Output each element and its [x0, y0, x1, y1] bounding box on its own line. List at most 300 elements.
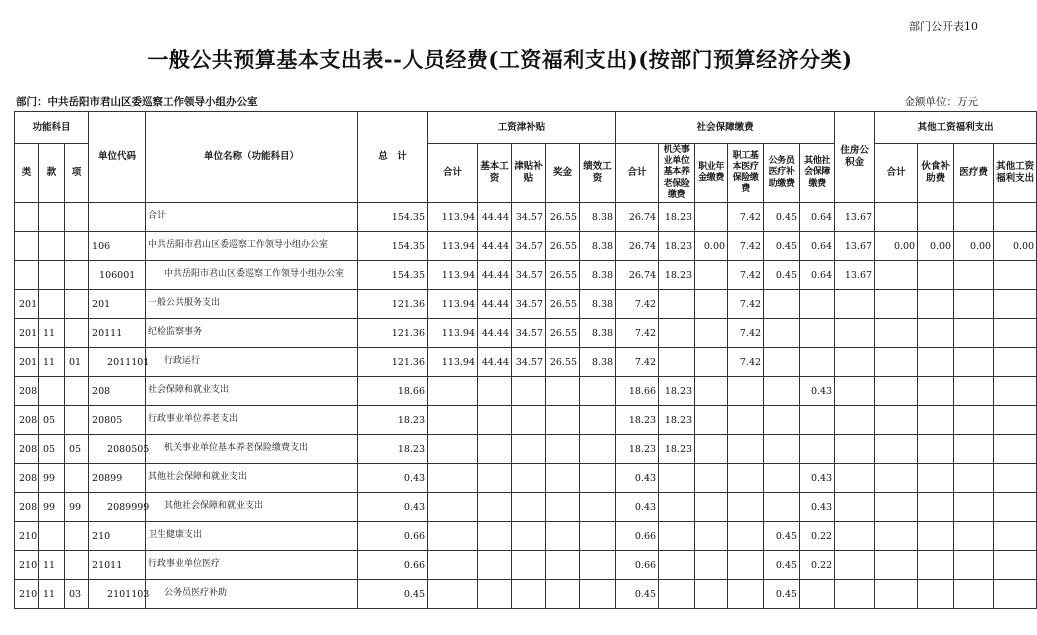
cell-medical-fee: [954, 377, 994, 406]
cell-housing: [835, 435, 875, 464]
cell-perf-wage: [580, 522, 616, 551]
cell-unit-code: 210: [89, 522, 146, 551]
header-xiang: 项: [65, 144, 89, 203]
cell-other-welfare: [994, 464, 1037, 493]
cell-housing: [835, 493, 875, 522]
cell-civil-medical: [764, 406, 800, 435]
cell-social-sum: 18.23: [616, 406, 659, 435]
cell-pension-ins: 18.23: [659, 435, 695, 464]
cell-civil-medical: 0.45: [764, 522, 800, 551]
table-row: [15, 377, 1037, 406]
cell-lei: 201: [15, 290, 39, 319]
cell-annuity: [695, 377, 728, 406]
cell-xiang: [65, 261, 89, 290]
cell-medical-fee: [954, 203, 994, 232]
cell-wage-sum: 113.94: [428, 290, 478, 319]
table-body: [15, 203, 1037, 609]
header-medical-fee: 医疗费: [954, 144, 994, 203]
cell-lei: 201: [15, 319, 39, 348]
cell-allowance: [512, 464, 546, 493]
cell-housing: [835, 377, 875, 406]
cell-total: 121.36: [358, 290, 428, 319]
cell-housing: [835, 319, 875, 348]
cell-basic-wage: 44.44: [478, 290, 512, 319]
cell-civil-medical: [764, 290, 800, 319]
header-medical-ins: 职工基本医疗保险缴费: [728, 144, 764, 203]
cell-wage-sum: [428, 580, 478, 609]
cell-other-sum: [875, 348, 918, 377]
cell-pension-ins: 18.23: [659, 377, 695, 406]
cell-xiang: [65, 203, 89, 232]
header-total: 总 计: [358, 112, 428, 203]
cell-kuan: 99: [39, 464, 65, 493]
cell-other-welfare: [994, 377, 1037, 406]
cell-allowance: [512, 377, 546, 406]
cell-basic-wage: [478, 580, 512, 609]
cell-other-sum: [875, 551, 918, 580]
cell-medical-ins: [728, 406, 764, 435]
cell-basic-wage: [478, 406, 512, 435]
cell-kuan: 05: [39, 435, 65, 464]
cell-lei: 210: [15, 522, 39, 551]
header-bonus: 奖金: [546, 144, 580, 203]
cell-unit-code: 2089999: [89, 493, 146, 522]
cell-pension-ins: [659, 348, 695, 377]
cell-kuan: 11: [39, 551, 65, 580]
header-other-group: 其他工资福利支出: [875, 112, 1037, 144]
cell-total: 0.45: [358, 580, 428, 609]
amount-unit-label: 金额单位：万元: [904, 96, 978, 108]
header-lei: 类: [15, 144, 39, 203]
cell-social-sum: 18.66: [616, 377, 659, 406]
cell-perf-wage: [580, 580, 616, 609]
table-row: [15, 522, 1037, 551]
cell-wage-sum: 113.94: [428, 319, 478, 348]
cell-pension-ins: 18.23: [659, 261, 695, 290]
cell-xiang: 05: [65, 435, 89, 464]
cell-medical-fee: [954, 319, 994, 348]
cell-meal: [918, 377, 954, 406]
header-wage-sum: 合计: [428, 144, 478, 203]
cell-unit-code: 21011: [89, 551, 146, 580]
cell-other-sum: [875, 464, 918, 493]
cell-unit-code: 20805: [89, 406, 146, 435]
cell-unit-code: 2080505: [89, 435, 146, 464]
meta-line: [16, 94, 978, 108]
cell-xiang: [65, 522, 89, 551]
cell-allowance: 34.57: [512, 290, 546, 319]
cell-total: 18.66: [358, 377, 428, 406]
table-row: [15, 319, 1037, 348]
header-annuity: 职业年金缴费: [695, 144, 728, 203]
cell-lei: 208: [15, 493, 39, 522]
cell-other-sum: [875, 261, 918, 290]
cell-pension-ins: 18.23: [659, 203, 695, 232]
cell-perf-wage: 8.38: [580, 290, 616, 319]
cell-perf-wage: [580, 406, 616, 435]
cell-unit-code: 20111: [89, 319, 146, 348]
cell-lei: [15, 203, 39, 232]
cell-other-sum: [875, 319, 918, 348]
cell-perf-wage: [580, 551, 616, 580]
cell-medical-ins: [728, 377, 764, 406]
cell-other-social: [800, 435, 835, 464]
cell-other-welfare: [994, 580, 1037, 609]
cell-kuan: [39, 232, 65, 261]
cell-annuity: [695, 551, 728, 580]
cell-basic-wage: 44.44: [478, 203, 512, 232]
cell-medical-fee: [954, 261, 994, 290]
cell-unit-name: 行政事业单位养老支出: [146, 406, 358, 435]
cell-civil-medical: 0.45: [764, 551, 800, 580]
cell-medical-ins: 7.42: [728, 348, 764, 377]
cell-medical-fee: [954, 406, 994, 435]
cell-pension-ins: [659, 319, 695, 348]
cell-other-welfare: [994, 319, 1037, 348]
cell-unit-code: 106: [89, 232, 146, 261]
cell-basic-wage: 44.44: [478, 232, 512, 261]
cell-kuan: [39, 290, 65, 319]
cell-unit-name: 公务员医疗补助: [146, 580, 358, 609]
cell-wage-sum: [428, 377, 478, 406]
cell-pension-ins: [659, 493, 695, 522]
cell-xiang: 99: [65, 493, 89, 522]
cell-medical-ins: [728, 580, 764, 609]
cell-annuity: [695, 261, 728, 290]
cell-wage-sum: [428, 551, 478, 580]
cell-meal: [918, 435, 954, 464]
cell-medical-ins: [728, 522, 764, 551]
cell-social-sum: 7.42: [616, 290, 659, 319]
cell-allowance: 34.57: [512, 261, 546, 290]
cell-lei: [15, 232, 39, 261]
cell-basic-wage: [478, 464, 512, 493]
cell-other-sum: [875, 493, 918, 522]
cell-lei: 208: [15, 435, 39, 464]
cell-perf-wage: [580, 464, 616, 493]
table-row: [15, 435, 1037, 464]
cell-medical-ins: 7.42: [728, 319, 764, 348]
cell-annuity: [695, 348, 728, 377]
cell-other-sum: 0.00: [875, 232, 918, 261]
cell-housing: [835, 522, 875, 551]
cell-other-welfare: [994, 551, 1037, 580]
table-header: [15, 112, 1037, 203]
cell-meal: [918, 261, 954, 290]
cell-other-social: [800, 406, 835, 435]
cell-unit-name: 其他社会保障和就业支出: [146, 464, 358, 493]
cell-meal: [918, 290, 954, 319]
cell-civil-medical: 0.45: [764, 261, 800, 290]
cell-meal: [918, 493, 954, 522]
cell-xiang: [65, 232, 89, 261]
cell-kuan: [39, 203, 65, 232]
cell-meal: 0.00: [918, 232, 954, 261]
cell-unit-code: 208: [89, 377, 146, 406]
header-basic-wage: 基本工资: [478, 144, 512, 203]
header-unit-code: 单位代码: [89, 112, 146, 203]
cell-other-social: [800, 290, 835, 319]
cell-other-social: [800, 348, 835, 377]
cell-medical-ins: 7.42: [728, 261, 764, 290]
cell-total: 0.43: [358, 493, 428, 522]
cell-allowance: [512, 580, 546, 609]
cell-lei: [15, 261, 39, 290]
cell-xiang: 01: [65, 348, 89, 377]
cell-bonus: 26.55: [546, 319, 580, 348]
cell-bonus: [546, 406, 580, 435]
cell-bonus: 26.55: [546, 261, 580, 290]
cell-lei: 210: [15, 580, 39, 609]
cell-lei: 210: [15, 551, 39, 580]
cell-allowance: [512, 406, 546, 435]
cell-pension-ins: [659, 290, 695, 319]
cell-other-sum: [875, 377, 918, 406]
cell-housing: [835, 464, 875, 493]
cell-unit-name: 卫生健康支出: [146, 522, 358, 551]
expenditure-table: [14, 111, 1037, 609]
cell-medical-fee: [954, 493, 994, 522]
header-kuan: 款: [39, 144, 65, 203]
cell-housing: [835, 580, 875, 609]
cell-social-sum: 26.74: [616, 203, 659, 232]
table-row: [15, 580, 1037, 609]
cell-medical-ins: [728, 464, 764, 493]
cell-total: 18.23: [358, 435, 428, 464]
table-row: [15, 203, 1037, 232]
cell-annuity: [695, 493, 728, 522]
cell-perf-wage: 8.38: [580, 319, 616, 348]
cell-other-welfare: [994, 435, 1037, 464]
cell-other-sum: [875, 203, 918, 232]
cell-meal: [918, 348, 954, 377]
cell-other-social: 0.64: [800, 232, 835, 261]
cell-bonus: 26.55: [546, 290, 580, 319]
cell-other-sum: [875, 522, 918, 551]
cell-civil-medical: 0.45: [764, 580, 800, 609]
cell-social-sum: 26.74: [616, 232, 659, 261]
cell-wage-sum: [428, 522, 478, 551]
table-row: [15, 261, 1037, 290]
cell-total: 0.43: [358, 464, 428, 493]
header-civil-medical: 公务员医疗补助缴费: [764, 144, 800, 203]
cell-housing: 13.67: [835, 261, 875, 290]
cell-annuity: 0.00: [695, 232, 728, 261]
cell-medical-fee: [954, 348, 994, 377]
cell-other-welfare: [994, 261, 1037, 290]
cell-housing: [835, 551, 875, 580]
header-other-welfare: 其他工资福利支出: [994, 144, 1037, 203]
cell-basic-wage: 44.44: [478, 319, 512, 348]
cell-basic-wage: [478, 493, 512, 522]
cell-other-sum: [875, 435, 918, 464]
cell-medical-fee: [954, 551, 994, 580]
cell-basic-wage: [478, 522, 512, 551]
cell-civil-medical: 0.45: [764, 232, 800, 261]
cell-housing: 13.67: [835, 203, 875, 232]
cell-civil-medical: [764, 348, 800, 377]
cell-bonus: [546, 580, 580, 609]
cell-other-welfare: [994, 348, 1037, 377]
cell-kuan: 05: [39, 406, 65, 435]
cell-bonus: 26.55: [546, 348, 580, 377]
header-other-sum: 合计: [875, 144, 918, 203]
cell-housing: [835, 348, 875, 377]
cell-total: 154.35: [358, 232, 428, 261]
cell-total: 0.66: [358, 522, 428, 551]
cell-medical-fee: [954, 435, 994, 464]
cell-perf-wage: 8.38: [580, 232, 616, 261]
cell-unit-name: 行政事业单位医疗: [146, 551, 358, 580]
cell-kuan: [39, 522, 65, 551]
cell-annuity: [695, 319, 728, 348]
cell-unit-name: 一般公共服务支出: [146, 290, 358, 319]
cell-meal: [918, 580, 954, 609]
cell-annuity: [695, 406, 728, 435]
cell-medical-fee: [954, 580, 994, 609]
cell-meal: [918, 551, 954, 580]
header-unit-name: 单位名称（功能科目）: [146, 112, 358, 203]
cell-allowance: [512, 522, 546, 551]
header-perf-wage: 绩效工资: [580, 144, 616, 203]
cell-wage-sum: [428, 406, 478, 435]
cell-total: 121.36: [358, 319, 428, 348]
cell-perf-wage: [580, 377, 616, 406]
cell-medical-ins: [728, 435, 764, 464]
cell-civil-medical: [764, 493, 800, 522]
cell-civil-medical: [764, 319, 800, 348]
cell-unit-name: 中共岳阳市君山区委巡察工作领导小组办公室: [146, 261, 358, 290]
cell-total: 154.35: [358, 203, 428, 232]
cell-other-social: 0.64: [800, 261, 835, 290]
cell-lei: 208: [15, 464, 39, 493]
cell-medical-fee: [954, 522, 994, 551]
cell-meal: [918, 464, 954, 493]
cell-allowance: 34.57: [512, 203, 546, 232]
cell-lei: 208: [15, 377, 39, 406]
table-row: [15, 290, 1037, 319]
cell-social-sum: 0.66: [616, 551, 659, 580]
header-func-subject: 功能科目: [15, 112, 89, 144]
cell-annuity: [695, 580, 728, 609]
cell-bonus: [546, 435, 580, 464]
cell-other-sum: [875, 290, 918, 319]
cell-other-social: 0.22: [800, 522, 835, 551]
cell-pension-ins: [659, 551, 695, 580]
cell-social-sum: 7.42: [616, 348, 659, 377]
cell-civil-medical: [764, 377, 800, 406]
header-wage-group: 工资津补贴: [428, 112, 616, 144]
cell-basic-wage: [478, 435, 512, 464]
cell-other-social: 0.22: [800, 551, 835, 580]
cell-basic-wage: 44.44: [478, 261, 512, 290]
cell-unit-name: 社会保障和就业支出: [146, 377, 358, 406]
cell-other-welfare: [994, 290, 1037, 319]
cell-pension-ins: [659, 522, 695, 551]
cell-xiang: 03: [65, 580, 89, 609]
cell-perf-wage: 8.38: [580, 348, 616, 377]
cell-unit-name: 纪检监察事务: [146, 319, 358, 348]
cell-housing: [835, 290, 875, 319]
cell-xiang: [65, 290, 89, 319]
cell-other-sum: [875, 580, 918, 609]
cell-other-welfare: [994, 203, 1037, 232]
cell-basic-wage: [478, 551, 512, 580]
cell-total: 18.23: [358, 406, 428, 435]
cell-lei: 201: [15, 348, 39, 377]
page-title: 一般公共预算基本支出表--人员经费(工资福利支出)(按部门预算经济分类): [147, 47, 853, 72]
cell-meal: [918, 319, 954, 348]
header-pension-ins: 机关事业单位基本养老保险缴费: [659, 144, 695, 203]
cell-wage-sum: 113.94: [428, 203, 478, 232]
cell-pension-ins: [659, 580, 695, 609]
cell-annuity: [695, 203, 728, 232]
cell-annuity: [695, 435, 728, 464]
cell-social-sum: 0.45: [616, 580, 659, 609]
cell-social-sum: 7.42: [616, 319, 659, 348]
table-row: [15, 493, 1037, 522]
cell-annuity: [695, 290, 728, 319]
cell-medical-fee: [954, 464, 994, 493]
header-housing: 住房公积金: [835, 112, 875, 203]
cell-other-sum: [875, 406, 918, 435]
cell-wage-sum: 113.94: [428, 261, 478, 290]
cell-unit-code: 201: [89, 290, 146, 319]
cell-xiang: [65, 551, 89, 580]
header-social-group: 社会保障缴费: [616, 112, 835, 144]
table-row: [15, 464, 1037, 493]
cell-meal: [918, 406, 954, 435]
cell-medical-fee: [954, 290, 994, 319]
cell-kuan: [39, 377, 65, 406]
cell-other-social: 0.43: [800, 377, 835, 406]
cell-bonus: [546, 464, 580, 493]
form-number: 部门公开表10: [909, 20, 978, 33]
cell-allowance: [512, 551, 546, 580]
cell-pension-ins: [659, 464, 695, 493]
cell-medical-ins: 7.42: [728, 290, 764, 319]
cell-other-social: 0.43: [800, 464, 835, 493]
cell-unit-name: 机关事业单位基本养老保险缴费支出: [146, 435, 358, 464]
cell-other-social: 0.43: [800, 493, 835, 522]
table-row: [15, 551, 1037, 580]
cell-allowance: 34.57: [512, 232, 546, 261]
header-social-sum: 合计: [616, 144, 659, 203]
cell-annuity: [695, 522, 728, 551]
cell-other-social: 0.64: [800, 203, 835, 232]
cell-wage-sum: 113.94: [428, 348, 478, 377]
cell-civil-medical: 0.45: [764, 203, 800, 232]
cell-allowance: 34.57: [512, 348, 546, 377]
cell-total: 0.66: [358, 551, 428, 580]
cell-other-welfare: 0.00: [994, 232, 1037, 261]
cell-other-welfare: [994, 406, 1037, 435]
cell-unit-name: 其他社会保障和就业支出: [146, 493, 358, 522]
cell-bonus: [546, 377, 580, 406]
cell-perf-wage: 8.38: [580, 261, 616, 290]
cell-medical-ins: [728, 493, 764, 522]
cell-unit-code: 2011101: [89, 348, 146, 377]
cell-wage-sum: [428, 493, 478, 522]
cell-basic-wage: 44.44: [478, 348, 512, 377]
cell-perf-wage: [580, 493, 616, 522]
cell-meal: [918, 522, 954, 551]
cell-housing: 13.67: [835, 232, 875, 261]
cell-bonus: [546, 493, 580, 522]
cell-perf-wage: [580, 435, 616, 464]
cell-xiang: [65, 319, 89, 348]
header-meal: 伙食补助费: [918, 144, 954, 203]
